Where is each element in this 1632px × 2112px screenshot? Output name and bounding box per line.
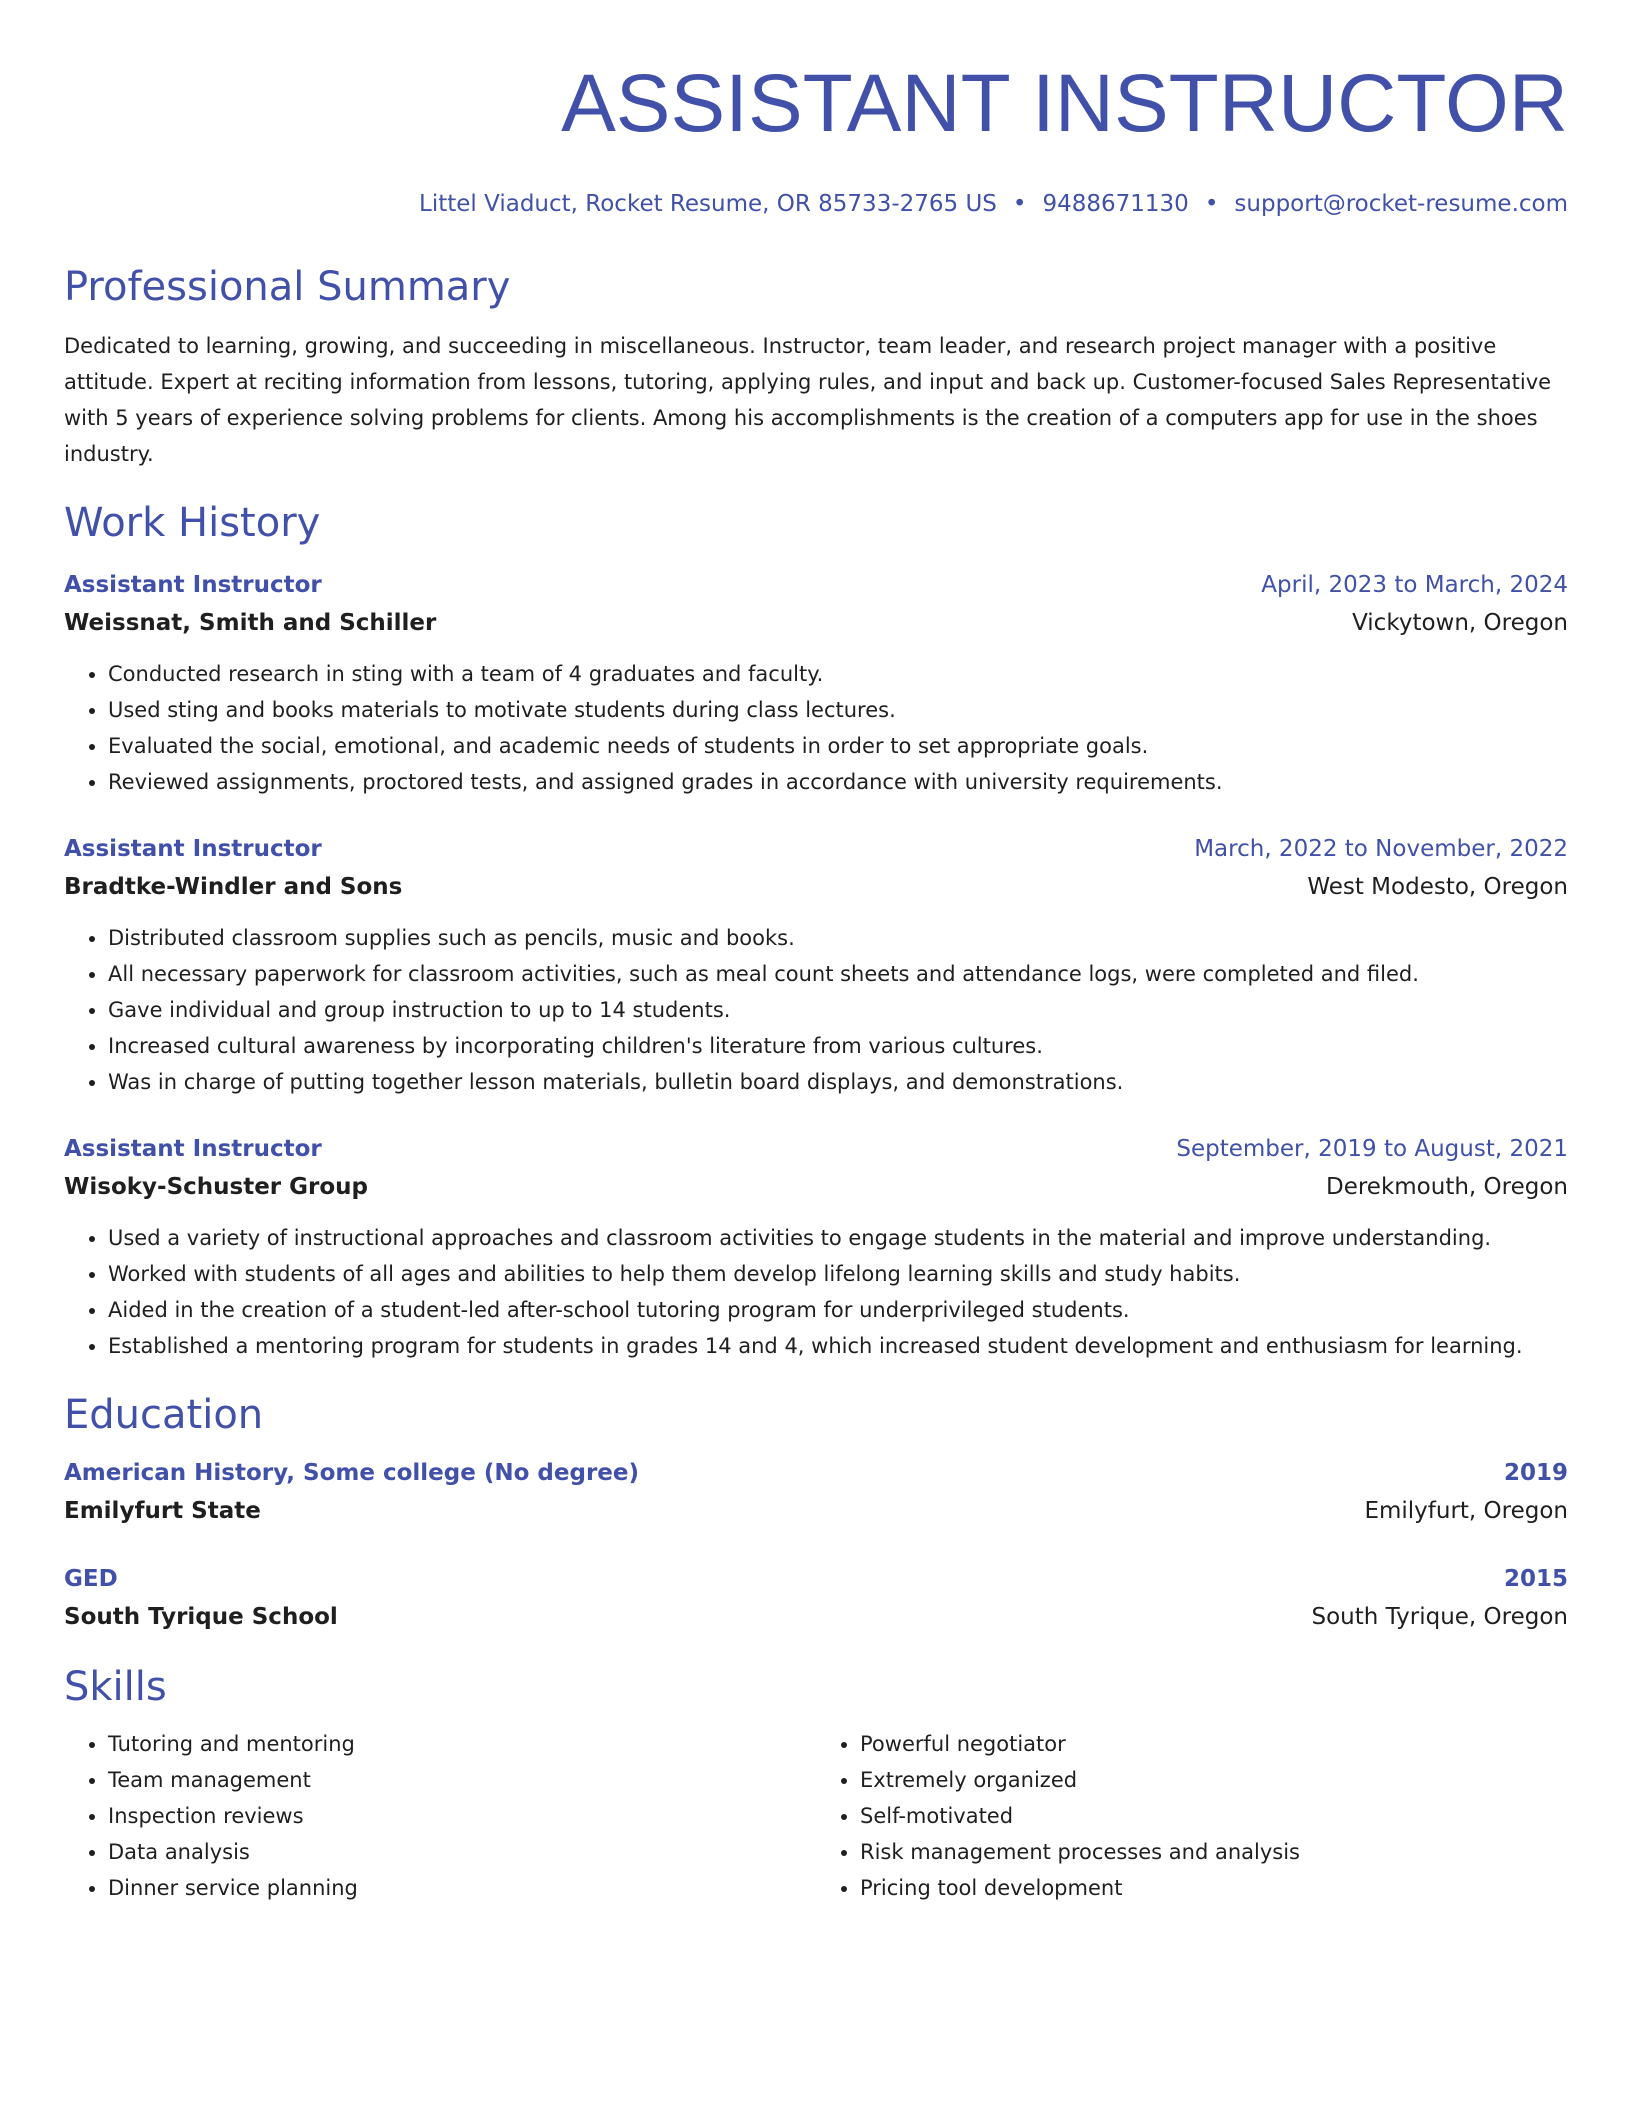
education-school: Emilyfurt State: [64, 1498, 261, 1524]
job-dates: April, 2023 to March, 2024: [1261, 572, 1568, 598]
contact-separator: •: [1012, 191, 1027, 217]
list-item: • Increased cultural awareness by incorporating children's literature from various cultures.: [108, 1028, 1568, 1064]
list-item: • Pricing tool development: [860, 1870, 1568, 1906]
job-employer: Bradtke-Windler and Sons: [64, 874, 403, 900]
education-school: South Tyrique School: [64, 1604, 338, 1630]
list-item: • Established a mentoring program for students in grades 14 and 4, which increased student development and enthusiasm for learning.: [108, 1328, 1568, 1364]
education-location: Emilyfurt, Oregon: [1364, 1498, 1568, 1524]
job-duties: [64, 920, 1568, 1100]
skills-column-left: [64, 1726, 816, 1906]
job-duties: [64, 1220, 1568, 1364]
contact-phone: 9488671130: [1042, 191, 1189, 217]
job-duties: [64, 656, 1568, 800]
job-location: Derekmouth, Oregon: [1325, 1174, 1568, 1200]
job-role: Assistant Instructor: [64, 1136, 322, 1162]
list-item: • Data analysis: [108, 1834, 816, 1870]
list-item: • Worked with students of all ages and abilities to help them develop lifelong learning skills and study habits.: [108, 1256, 1568, 1292]
list-item: • Reviewed assignments, proctored tests, and assigned grades in accordance with university requirements.: [108, 764, 1568, 800]
job-location: Vickytown, Oregon: [1352, 610, 1568, 636]
job-role: Assistant Instructor: [64, 836, 322, 862]
education-entry: [64, 1560, 1568, 1636]
list-item: • Used sting and books materials to motivate students during class lectures.: [108, 692, 1568, 728]
summary-heading: Professional Summary: [64, 264, 511, 310]
list-item: • Distributed classroom supplies such as pencils, music and books.: [108, 920, 1568, 956]
contact-address: Littel Viaduct, Rocket Resume, OR 85733-2765 US: [419, 191, 997, 217]
work-history-heading: Work History: [64, 500, 321, 546]
skills-column-right: [816, 1726, 1568, 1906]
list-item: • Tutoring and mentoring: [108, 1726, 816, 1762]
education-heading: Education: [64, 1392, 264, 1438]
job-dates: March, 2022 to November, 2022: [1194, 836, 1568, 862]
list-item: • Team management: [108, 1762, 816, 1798]
job-role: Assistant Instructor: [64, 572, 322, 598]
contact-line: [64, 188, 1568, 220]
job-employer: Weissnat, Smith and Schiller: [64, 610, 437, 636]
list-item: • Was in charge of putting together lesson materials, bulletin board displays, and demonstrations.: [108, 1064, 1568, 1100]
list-item: • Evaluated the social, emotional, and academic needs of students in order to set appropriate goals.: [108, 728, 1568, 764]
skills-list: [64, 1726, 1568, 1906]
job-dates: September, 2019 to August, 2021: [1176, 1136, 1568, 1162]
job-entry: [64, 1130, 1568, 1364]
list-item: • Self-motivated: [860, 1798, 1568, 1834]
contact-separator: •: [1204, 191, 1219, 217]
education-year: 2015: [1503, 1566, 1568, 1592]
skills-heading: Skills: [64, 1664, 167, 1710]
list-item: • Powerful negotiator: [860, 1726, 1568, 1762]
job-employer: Wisoky-Schuster Group: [64, 1174, 369, 1200]
education-degree: American History, Some college (No degree): [64, 1460, 639, 1486]
job-entry: [64, 830, 1568, 1100]
resume-title: ASSISTANT INSTRUCTOR: [561, 58, 1568, 149]
education-location: South Tyrique, Oregon: [1311, 1604, 1568, 1630]
summary-text: Dedicated to learning, growing, and succeeding in miscellaneous. Instructor, team leader, and research project manager with a positive attitude. Expert at reciting information from lessons, tutoring, applying rules, and input and back up. Customer-focused Sales Representative with 5 years of experience solving problems for clients. Among his accomplishments is the creation of a computers app for use in the shoes industry.: [64, 334, 1552, 466]
list-item: • All necessary paperwork for classroom activities, such as meal count sheets and attendance logs, were completed and filed.: [108, 956, 1568, 992]
education-entry: [64, 1454, 1568, 1530]
list-item: • Gave individual and group instruction to up to 14 students.: [108, 992, 1568, 1028]
list-item: • Aided in the creation of a student-led after-school tutoring program for underprivileged students.: [108, 1292, 1568, 1328]
education-degree: GED: [64, 1566, 118, 1592]
list-item: • Risk management processes and analysis: [860, 1834, 1568, 1870]
list-item: • Extremely organized: [860, 1762, 1568, 1798]
job-location: West Modesto, Oregon: [1307, 874, 1568, 900]
education-year: 2019: [1503, 1460, 1568, 1486]
list-item: • Inspection reviews: [108, 1798, 816, 1834]
list-item: • Used a variety of instructional approaches and classroom activities to engage students in the material and improve understanding.: [108, 1220, 1568, 1256]
contact-email: support@rocket-resume.com: [1234, 191, 1568, 217]
job-entry: [64, 566, 1568, 800]
list-item: • Dinner service planning: [108, 1870, 816, 1906]
list-item: • Conducted research in sting with a team of 4 graduates and faculty.: [108, 656, 1568, 692]
